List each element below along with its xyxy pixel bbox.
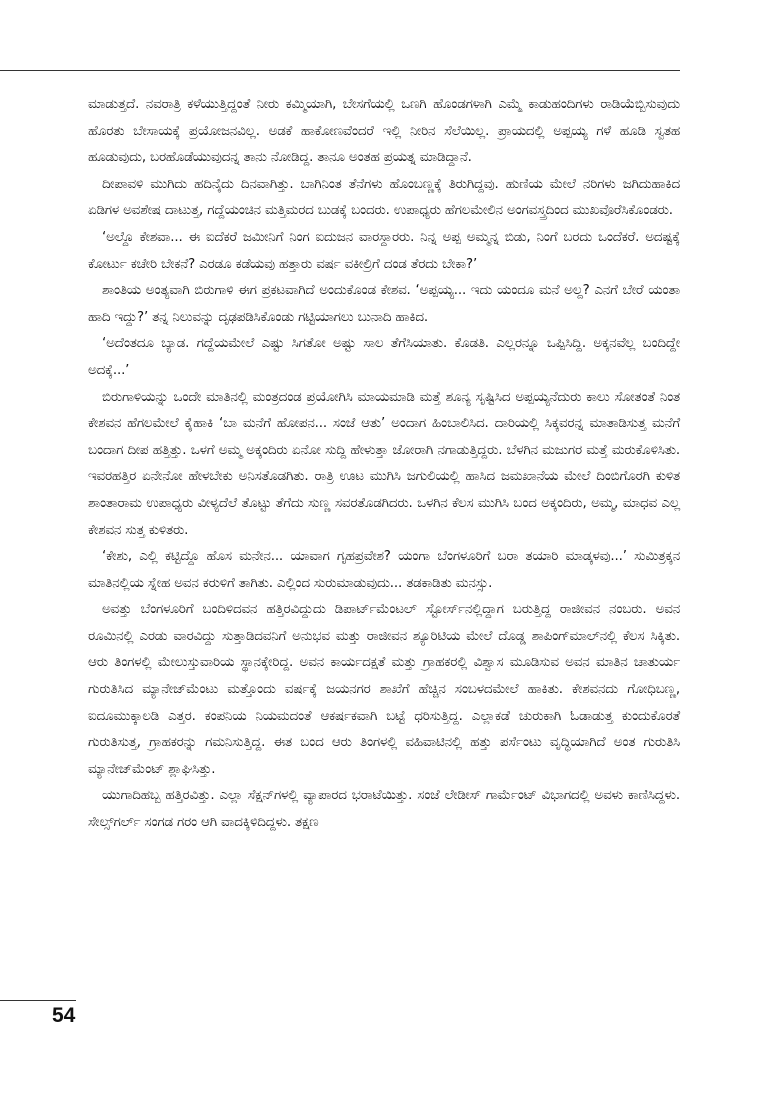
body-text	[88, 92, 680, 837]
paragraph-1: ಮಾಡುತ್ತದೆ. ನವರಾತ್ರಿ ಕಳೆಯುತ್ತಿದ್ದಂತೆ ನೀರು ಕಮ್ಮಿಯಾಗಿ, ಬೇಸಗೆಯಲ್ಲಿ ಒಣಗಿ ಹೊಂಡಗಳಾಗಿ ಎಮ್ಮೆ ಕಾಡುಹಂದಿಗಳು ರಾಡಿಯೆಬ್ಬಿಸುವುದು ಹೊರತು ಬೇಸಾಯಕ್ಕೆ ಪ್ರಯೋಜನವಿಲ್ಲ. ಅಡಕೆ ಹಾಕೋಣವೆಂದರೆ ಇಲ್ಲಿ ನೀರಿನ ಸೆಲೆಯಿಲ್ಲ. ಪ್ರಾಯದಲ್ಲಿ ಅಪ್ಪಯ್ಯ ಗಳೆ ಹೂಡಿ ಸ್ವತಹ ಹೂಡುವುದು, ಬರಹೊಡೆಯುವುದನ್ನ ತಾನು ನೋಡಿದ್ದ. ತಾನೂ ಅಂತಹ ಪ್ರಯತ್ನ ಮಾಡಿದ್ದಾನೆ.	[88, 97, 680, 166]
paragraph-5: ‘ಅದೆಂತದೂ ಬ್ಯಾಡ. ಗದ್ದೆಯಮೇಲೆ ಎಷ್ಟು ಸಿಗತೋ ಅಷ್ಟು ಸಾಲ ತೆಗೆಸಿಯಾತು. ಕೊಡತಿ. ಎಲ್ಲರನ್ನೂ ಒಪ್ಪಿಸಿದ್ದಿ. ಅಕ್ಕನವೆಲ್ಲ ಬಂದಿದ್ದೇ ಅದಕ್ಕೆ...’	[88, 336, 680, 378]
page-number: 54	[52, 1004, 76, 1027]
paragraph-3: ‘ಅಲ್ದೊ ಕೇಶವಾ... ಈ ಐದೆಕರೆ ಜಮೀನಿಗೆ ನಿಂಗ ಐದುಜನ ವಾರಸ್ದಾರರು. ನಿನ್ನ ಅಪ್ಪ ಅಮ್ಮನ್ನ ಬಿಡು, ನಿಂಗೆ ಬರದು ಒಂದೆಕರೆ. ಅದಷ್ಟಕ್ಕೆ ಕೋರ್ಟು ಕಚೇರಿ ಬೇಕನೆ? ಎರಡೂ ಕಡೆಯವು ಹತ್ತಾರು ವರ್ಷ ವಕೀಲ್ರಿಗೆ ದಂಡ ತೆರದು ಬೇಕಾ?’	[88, 229, 680, 272]
paragraph-9: ಯುಗಾದಿಹಬ್ಬ ಹತ್ತಿರವಿತ್ತು. ಎಲ್ಲಾ ಸೆಕ್ಷನ್‌ಗಳಲ್ಲಿ ವ್ಯಾಪಾರದ ಭರಾಟೆಯಿತ್ತು. ಸಂಜೆ ಲೇಡೀಸ್ ಗಾರ್ಮೆಂಟ್ ವಿಭಾಗದಲ್ಲಿ ಅವಳು ಕಾಣಿಸಿದ್ದಳು. ಸೇಲ್ಸ್‌ಗರ್ಲ್ ಸಂಗಡ ಗರಂ ಆಗಿ ವಾದಕ್ಕಿಳಿದಿದ್ದಳು. ತಕ್ಷಣ	[88, 788, 680, 831]
paragraph-8: ಅವತ್ತು ಬೆಂಗಳೂರಿಗೆ ಬಂದಿಳಿದವನ ಹತ್ತಿರವಿದ್ದುದು ಡಿಪಾರ್ಟ್‌ಮೆಂಟಲ್ ಸ್ಟೋರ್ಸ್‌ನಲ್ಲಿದ್ದಾಗ ಬರುತ್ತಿದ್ದ ರಾಜೀವನ ನಂಬರು. ಅವನ ರೂಮಿನಲ್ಲಿ ಎರಡು ವಾರವಿದ್ದು ಸುತ್ತಾಡಿದವನಿಗೆ ಅನುಭವ ಮತ್ತು ರಾಜೀವನ ಶ್ಯೂರಿಟಿಯ ಮೇಲೆ ದೊಡ್ಡ ಶಾಪಿಂಗ್‌ಮಾಲ್‌ನಲ್ಲಿ ಕೆಲಸ ಸಿಕ್ಕಿತು. ಆರು ತಿಂಗಳಲ್ಲಿ ಮೇಲುಸ್ತುವಾರಿಯ ಸ್ಥಾನಕ್ಕೇರಿದ್ದ. ಅವನ ಕಾರ್ಯದಕ್ಷತೆ ಮತ್ತು ಗ್ರಾಹಕರಲ್ಲಿ ವಿಶ್ವಾಸ ಮೂಡಿಸುವ ಅವನ ಮಾತಿನ ಚಾತುರ್ಯ ಗುರುತಿಸಿದ ಮ್ಯಾನೇಜ್‌ಮೆಂಟು ಮತ್ತೊಂದು ವರ್ಷಕ್ಕೆ ಜಯನಗರ ಶಾಖೆಗೆ ಹೆಚ್ಚಿನ ಸಂಬಳದಮೇಲೆ ಹಾಕಿತು. ಕೇಶವನದು ಗೋಧಿಬಣ್ಣ, ಐದೂಮುಕ್ಕಾಲಡಿ ಎತ್ತರ. ಕಂಪನಿಯ ನಿಯಮದಂತೆ ಆಕರ್ಷಕವಾಗಿ ಬಟ್ಟೆ ಧರಿಸುತ್ತಿದ್ದ. ಎಲ್ಲಾಕಡೆ ಚುರುಕಾಗಿ ಓಡಾಡುತ್ತ ಕುಂದುಕೊರತೆ ಗುರುತಿಸುತ್ತ, ಗ್ರಾಹಕರನ್ನು ಗಮನಿಸುತ್ತಿದ್ದ. ಈತ ಬಂದ ಆರು ತಿಂಗಳಲ್ಲಿ ವಹಿವಾಟಿನಲ್ಲಿ ಹತ್ತು ಪರ್ಸೆಂಟು ವೃದ್ಧಿಯಾಗಿದೆ ಅಂತ ಗುರುತಿಸಿ ಮ್ಯಾನೇಜ್‌ಮೆಂಟ್ ಶ್ಲಾಘಿಸಿತ್ತು.	[88, 602, 680, 777]
footer-rule	[0, 1000, 76, 1001]
page-footer	[0, 1000, 76, 1040]
paragraph-7: ‘ಕೇಶು, ಎಲ್ಲಿ ಕಟ್ಟಿದ್ದೊ ಹೊಸ ಮನೇನ... ಯಾವಾಗ ಗೃಹಪ್ರವೇಶ? ಯಂಗಾ ಬೆಂಗಳೂರಿಗೆ ಬರಾ ತಯಾರಿ ಮಾಡ್ಕಳವು...’ ಸುಮಿತ್ರಕ್ಕನ ಮಾತಿನಲ್ಲಿಯ ಸ್ನೇಹ ಅವನ ಕರುಳಿಗೆ ತಾಗಿತು. ಎಲ್ಲಿಂದ ಸುರುಮಾಡುವುದು... ತಡಕಾಡಿತು ಮನಸ್ಸು.	[88, 549, 680, 591]
header-rule	[0, 70, 680, 71]
paragraph-2: ದೀಪಾವಳಿ ಮುಗಿದು ಹದಿನೈದು ದಿನವಾಗಿತ್ತು. ಬಾಗಿನಿಂತ ತೆನೆಗಳು ಹೊಂಬಣ್ಣಕ್ಕೆ ತಿರುಗಿದ್ದವು. ಹುಣಿಯ ಮೇಲೆ ನರಿಗಳು ಜಗಿದುಹಾಕಿದ ಏಡಿಗಳ ಅವಶೇಷ ದಾಟುತ್ತ, ಗದ್ದೆಯಂಚಿನ ಮತ್ತಿಮರದ ಬುಡಕ್ಕೆ ಬಂದರು. ಉಪಾಧ್ಯರು ಹೆಗಲಮೇಲಿನ ಅಂಗವಸ್ತ್ರದಿಂದ ಮುಖವೊರೆಸಿಕೊಂಡರು.	[88, 176, 680, 219]
paragraph-4: ಶಾಂತಿಯ ಅಂತ್ಯವಾಗಿ ಬಿರುಗಾಳಿ ಈಗ ಪ್ರಕಟವಾಗಿದೆ ಅಂದುಕೊಂಡ ಕೇಶವ. ‘ಅಪ್ಪಯ್ಯ... ಇದು ಯಂದೂ ಮನೆ ಅಲ್ದ? ಎನಗೆ ಬೇರೆ ಯಂತಾ ಹಾದಿ ಇದ್ದು?’ ತನ್ನ ನಿಲುವನ್ನು ದೃಢಪಡಿಸಿಕೊಂಡು ಗಟ್ಟಿಯಾಗಲು ಬುನಾದಿ ಹಾಕಿದ.	[88, 283, 680, 325]
paragraph-6: ಬಿರುಗಾಳಿಯನ್ನು ಒಂದೇ ಮಾತಿನಲ್ಲಿ ಮಂತ್ರದಂಡ ಪ್ರಯೋಗಿಸಿ ಮಾಯಮಾಡಿ ಮತ್ತೆ ಶೂನ್ಯ ಸೃಷ್ಟಿಸಿದ ಅಪ್ಪಯ್ಯನೆದುರು ಕಾಲು ಸೋತಂತೆ ನಿಂತ ಕೇಶವನ ಹೆಗಲಮೇಲೆ ಕೈಹಾಕಿ ‘ಬಾ ಮನೆಗೆ ಹೋಪನ... ಸಂಜೆ ಆತು’ ಅಂದಾಗ ಹಿಂಬಾಲಿಸಿದ. ದಾರಿಯಲ್ಲಿ ಸಿಕ್ಕವರನ್ನ ಮಾತಾಡಿಸುತ್ತ ಮನೆಗೆ ಬಂದಾಗ ದೀಪ ಹತ್ತಿತ್ತು. ಒಳಗೆ ಅಮ್ಮ ಅಕ್ಕಂದಿರು ಏನೋ ಸುದ್ದಿ ಹೇಳುತ್ತಾ ಜೋರಾಗಿ ನಗಾಡುತ್ತಿದ್ದರು. ಬೆಳಗಿನ ಮಜುಗರ ಮತ್ತೆ ಮರುಕೊಳಿಸಿತು. ಇವರಹತ್ತಿರ ಏನೇನೋ ಹೇಳಬೇಕು ಅನಿಸತೊಡಗಿತು. ರಾತ್ರಿ ಊಟ ಮುಗಿಸಿ ಜಗುಲಿಯಲ್ಲಿ ಹಾಸಿದ ಜಮಖಾನೆಯ ಮೇಲೆ ದಿಂಬಿಗೊರಗಿ ಕುಳಿತ ಶಾಂತಾರಾಮ ಉಪಾಧ್ಯರು ವೀಳ್ಯದೆಲೆ ತೊಟ್ಟು ತೆಗೆದು ಸುಣ್ಣ ಸವರತೊಡಗಿದರು. ಒಳಗಿನ ಕೆಲಸ ಮುಗಿಸಿ ಬಂದ ಅಕ್ಕಂದಿರು, ಅಮ್ಮ, ಮಾಧವ ಎಲ್ಲ ಕೇಶವನ ಸುತ್ತ ಕುಳಿತರು.	[88, 389, 680, 538]
